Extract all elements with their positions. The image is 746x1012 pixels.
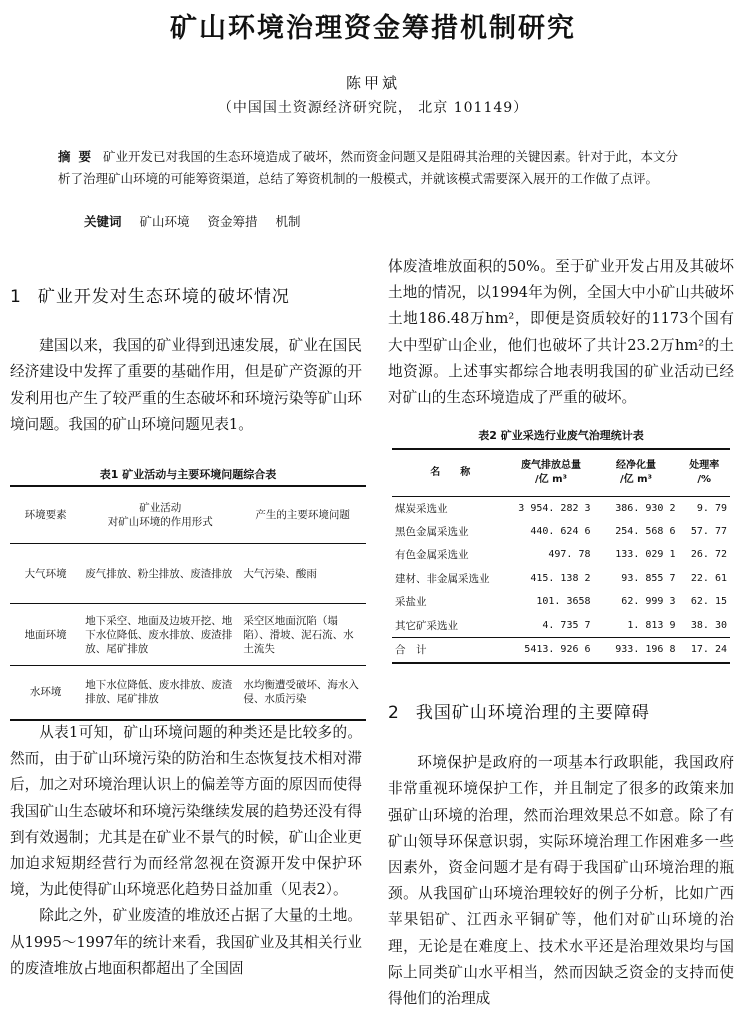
table-header-cell: 环境要素 bbox=[24, 509, 67, 521]
table-header-cell: 名 称 bbox=[430, 467, 471, 478]
table-cell: 有色金属采选业 bbox=[395, 549, 469, 562]
table-row bbox=[10, 604, 366, 666]
keyword: 矿山环境 bbox=[139, 214, 190, 229]
table-1 bbox=[10, 485, 366, 721]
table-cell: 933. 196 8 bbox=[615, 644, 676, 656]
table-cell: 地面环境 bbox=[24, 628, 67, 641]
table-cell: 3 954. 282 3 bbox=[518, 502, 591, 514]
table-cell: 26. 72 bbox=[690, 549, 727, 561]
table-2 bbox=[392, 448, 730, 664]
table-header-cell: 矿业活动 对矿山环境的作用形式 bbox=[107, 502, 213, 528]
section-1-heading bbox=[10, 284, 362, 310]
right-column-lower bbox=[388, 700, 734, 1012]
table-cell: 废气排放、粉尘排放、废渣排放 bbox=[85, 567, 233, 580]
table-row bbox=[10, 666, 366, 720]
table-cell: 254. 568 6 bbox=[615, 526, 676, 538]
author: 陈甲斌 bbox=[345, 74, 400, 92]
table-cell: 水均衡遭受破坏、海水入侵、水质污染 bbox=[243, 679, 359, 706]
table-header-cell: 废气排放总量 /亿 m³ bbox=[521, 460, 581, 485]
table-cell: 地下采空、地面及边坡开挖、地下水位降低、废水排放、废渣排放、尾矿排放 bbox=[85, 614, 233, 655]
table-cell: 合 计 bbox=[395, 644, 427, 657]
paragraph: 除此之外，矿业废渣的堆放还占据了大量的土地。从1995～1997年的统计来看，我国矿业及其相关行业的废渣堆放占地面积都超出了全国固 bbox=[10, 907, 362, 977]
table-cell: 1. 813 9 bbox=[627, 619, 676, 631]
table-cell: 133. 029 1 bbox=[615, 549, 676, 561]
keywords-label: 关键词 bbox=[84, 214, 122, 229]
table-row bbox=[392, 520, 730, 543]
table-cell: 17. 24 bbox=[690, 644, 727, 656]
left-column-upper bbox=[10, 284, 362, 438]
table-cell: 22. 61 bbox=[690, 572, 727, 584]
left-column-lower bbox=[10, 720, 362, 982]
table-cell: 415. 138 2 bbox=[530, 572, 591, 584]
paragraph: 体废渣堆放面积的50%。至于矿业开发占用及其破坏土地的情况，以1994年为例，全国大中小矿山共破坏土地186.48万hm²，即便是资质较好的1173个国有大中型矿山企业，他们也破坏了共计23.2万hm²的土地资源。上述事实都综合地表明我国的矿业活动已经对矿山的生态环境造成了严重的破坏。 bbox=[388, 258, 734, 407]
table-cell: 62. 999 3 bbox=[621, 596, 676, 608]
abstract bbox=[58, 146, 688, 190]
table-cell: 62. 15 bbox=[690, 596, 727, 608]
table-cell: 57. 77 bbox=[690, 526, 727, 538]
table-2-caption: 表2 矿业采选行业废气治理统计表 bbox=[478, 429, 644, 442]
table-cell: 其它矿采选业 bbox=[395, 619, 458, 632]
table-cell: 93. 855 7 bbox=[621, 572, 676, 584]
paragraph: 建国以来，我国的矿业得到迅速发展，矿业在国民经济建设中发挥了重要的基础作用，但是矿产资源的开发利用也产生了较严重的生态破坏和环境污染等矿山环境问题。我国的矿山环境问题见表1。 bbox=[10, 337, 362, 433]
table-row bbox=[392, 544, 730, 567]
paragraph: 环境保护是政府的一项基本行政职能，我国政府非常重视环境保护工作，并且制定了很多的政策来加强矿山环境的治理，然而治理效果总不如意。除了有矿山领导环保意识弱，实际环境治理工作困难多一些因素外，资金问题才是有碍于我国矿山环境治理的瓶颈。从我国矿山环境治理较好的例子分析，比如广西苹果铝矿、江西永平铜矿等，他们对矿山环境的治理，无论是在难度上、技术水平还是治理效果均与国际上同类矿山水平相当，然而因缺乏资金的支持而使得他们的治理成 bbox=[388, 754, 734, 1008]
section-number: 2 bbox=[388, 703, 400, 723]
table-cell: 煤炭采选业 bbox=[395, 502, 448, 515]
table-cell: 采盐业 bbox=[395, 596, 427, 609]
paragraph: 从表1可知，矿山环境问题的种类还是比较多的。然而，由于矿山环境污染的防治和生态恢复技术相对滞后，加之对环境治理认识上的偏差等方面的原因而使得我国矿山生态破坏和环境污染继续发展的趋势还没有得到有效遏制；尤其是在矿业不景气的时候，矿山企业更加迫求短期经营行为而经常忽视在资源开发中保护环境，为此使得矿山环境恶化趋势日益加重（见表2）。 bbox=[10, 724, 362, 899]
right-column-upper bbox=[388, 254, 734, 411]
section-number: 1 bbox=[10, 287, 22, 307]
table-header-cell: 处理率 /% bbox=[689, 460, 720, 485]
table-cell: 101. 3658 bbox=[536, 596, 591, 608]
affiliation: （中国国土资源经济研究院， 北京 101149） bbox=[217, 100, 529, 116]
table-cell: 497. 78 bbox=[548, 549, 591, 561]
table-cell: 采空区地面沉陷（塌陷）、滑坡、泥石流、水土流失 bbox=[243, 614, 354, 655]
table-row bbox=[10, 544, 366, 604]
table-header-row bbox=[10, 486, 366, 544]
table-row bbox=[392, 614, 730, 638]
keywords bbox=[84, 212, 315, 230]
abstract-label: 摘要 bbox=[58, 149, 100, 164]
table-header-row bbox=[392, 449, 730, 497]
table-cell: 38. 30 bbox=[690, 619, 727, 631]
table-cell: 4. 735 7 bbox=[542, 619, 591, 631]
section-2-heading bbox=[388, 700, 734, 726]
table-cell: 440. 624 6 bbox=[530, 526, 591, 538]
table-cell: 大气污染、酸雨 bbox=[243, 567, 317, 580]
section-title: 我国矿山环境治理的主要障碍 bbox=[415, 703, 650, 723]
table-header-cell: 产生的主要环境问题 bbox=[255, 509, 350, 521]
table-row bbox=[392, 567, 730, 590]
table-cell: 黑色金属采选业 bbox=[395, 526, 469, 539]
keyword: 资金筹措 bbox=[207, 214, 258, 229]
table-cell: 386. 930 2 bbox=[615, 502, 676, 514]
table-cell: 大气环境 bbox=[24, 567, 67, 580]
abstract-text: 矿业开发已对我国的生态环境造成了破坏，然而资金问题又是阻碍其治理的关键因素。针对于此，本文分析了治理矿山环境的可能筹资渠道，总结了筹资机制的一般模式，并就该模式需要深入展开的工作做了点评。 bbox=[58, 149, 679, 186]
keyword: 机制 bbox=[275, 214, 301, 229]
table-row bbox=[392, 591, 730, 614]
table-cell: 9. 79 bbox=[696, 502, 727, 514]
table-row bbox=[392, 497, 730, 521]
table-header-cell: 经净化量 /亿 m³ bbox=[616, 460, 656, 485]
table-cell: 5413. 926 6 bbox=[524, 644, 591, 656]
table-cell: 建材、非金属采选业 bbox=[395, 572, 490, 585]
table-total-row bbox=[392, 638, 730, 663]
table-1-caption: 表1 矿业活动与主要环境问题综合表 bbox=[99, 468, 277, 481]
table-cell: 水环境 bbox=[29, 686, 62, 699]
page-title: 矿山环境治理资金筹措机制研究 bbox=[170, 13, 576, 44]
table-cell: 地下水位降低、废水排放、废渣排放、尾矿排放 bbox=[85, 679, 233, 706]
section-title: 矿业开发对生态环境的破坏情况 bbox=[37, 287, 290, 307]
